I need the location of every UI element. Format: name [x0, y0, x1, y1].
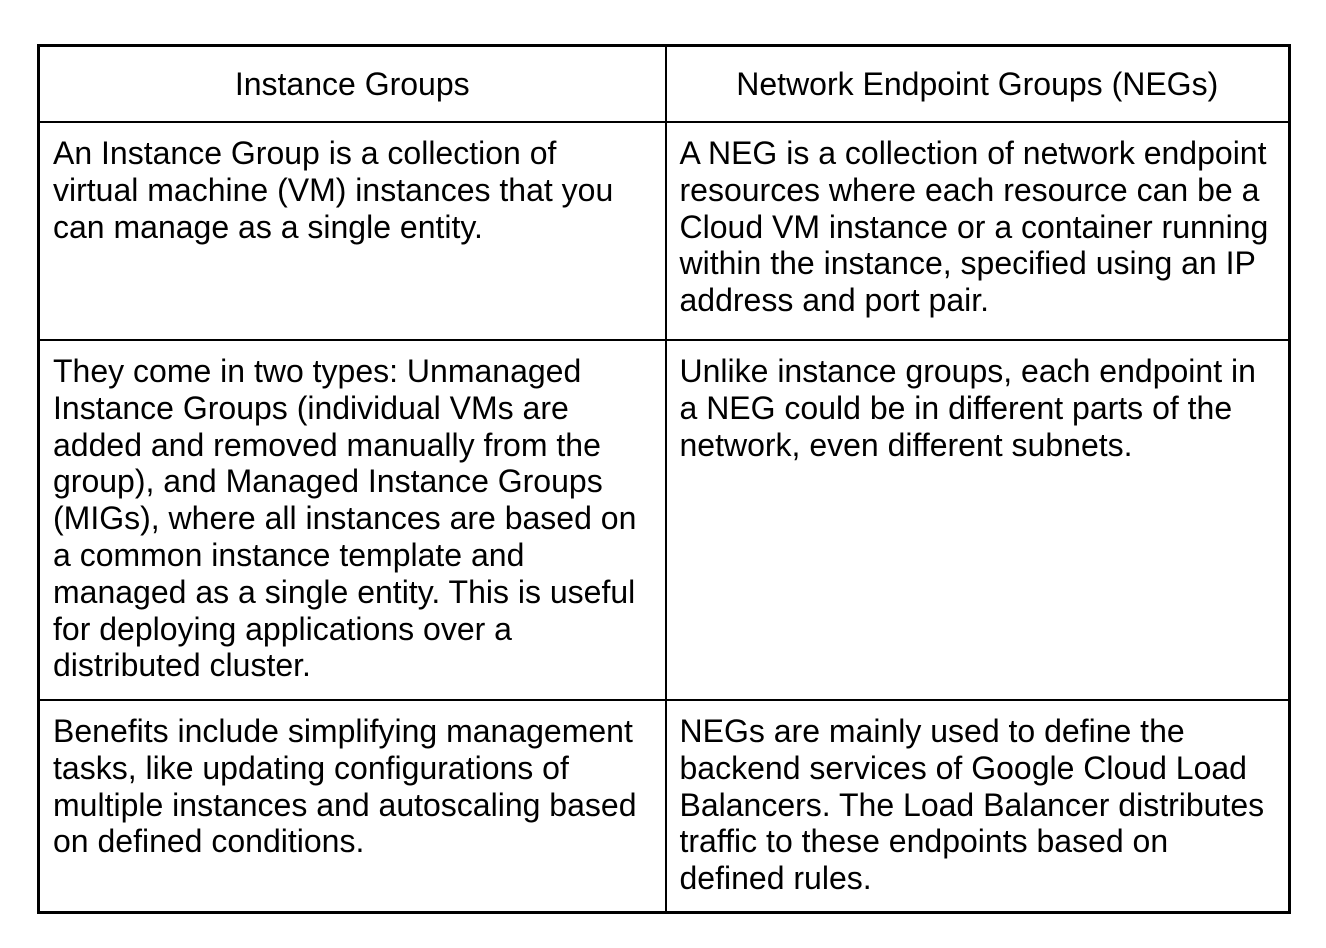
table-cell-instance-groups-benefits: Benefits include simplifying management tasks, like updating configurations of multiple instances and autoscaling based on defined conditions.: [39, 700, 666, 912]
column-header-network-endpoint-groups: Network Endpoint Groups (NEGs): [666, 46, 1290, 123]
comparison-table: [37, 44, 1291, 914]
table-row: [39, 340, 1290, 700]
table-cell-instance-groups-definition: An Instance Group is a collection of virtual machine (VM) instances that you can manage as a single entity.: [39, 122, 666, 340]
table-row: [39, 122, 1290, 340]
header-row: [39, 46, 1290, 123]
table-cell-neg-definition: A NEG is a collection of network endpoint resources where each resource can be a Cloud VM instance or a container running within the instance, specified using an IP address and port pair.: [666, 122, 1290, 340]
column-header-instance-groups: Instance Groups: [39, 46, 666, 123]
table-cell-neg-usage: NEGs are mainly used to define the backend services of Google Cloud Load Balancers. The Load Balancer distributes traffic to these endpoints based on defined rules.: [666, 700, 1290, 912]
table-cell-instance-groups-types: They come in two types: Unmanaged Instance Groups (individual VMs are added and removed manually from the group), and Managed Instance Groups (MIGs), where all instances are based on a common instance template and managed as a single entity. This is useful for deploying applications over a distributed cluster.: [39, 340, 666, 700]
table-row: [39, 700, 1290, 912]
table-cell-neg-network-parts: Unlike instance groups, each endpoint in a NEG could be in different parts of the network, even different subnets.: [666, 340, 1290, 700]
